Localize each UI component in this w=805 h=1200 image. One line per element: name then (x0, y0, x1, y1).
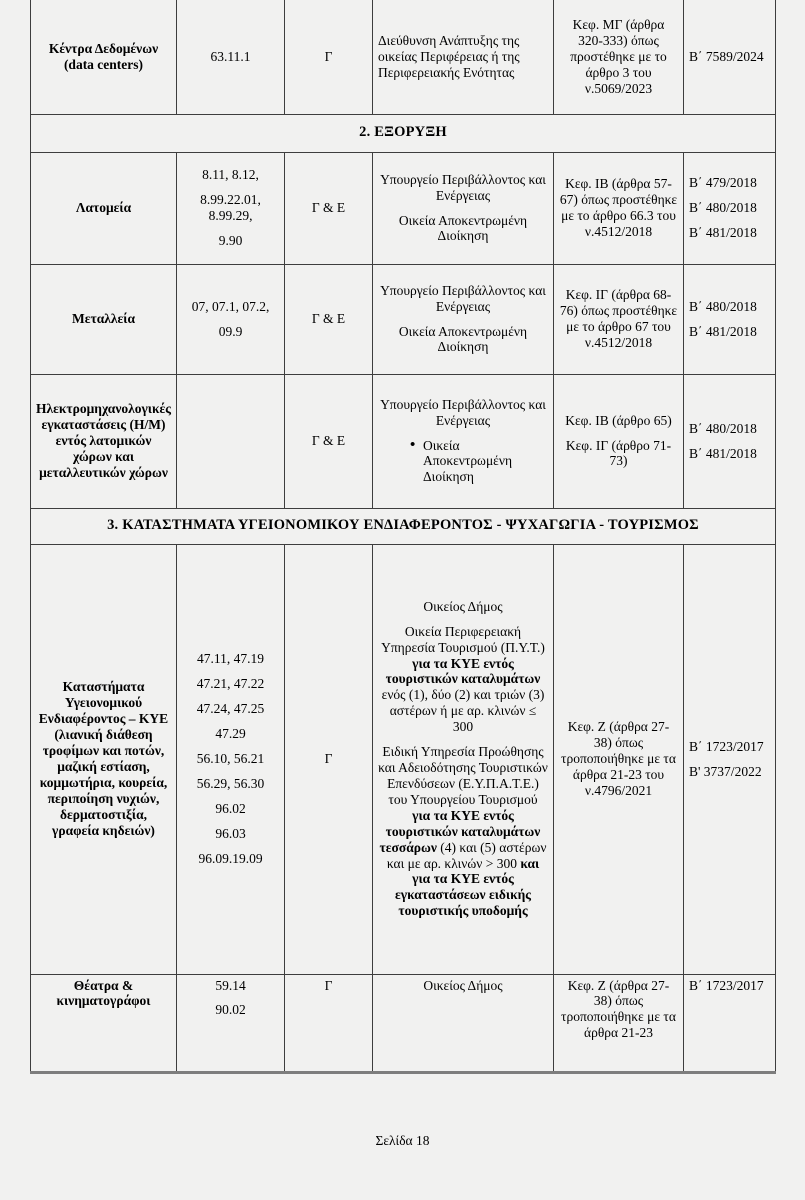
bullet-list-item: • Οικεία Αποκεντρωμένη Διοίκηση (410, 438, 548, 486)
section-row-section-2 (31, 114, 776, 152)
cell-paragraph: 07, 07.1, 07.2, (191, 298, 270, 314)
table-row-em-installations (31, 374, 776, 508)
cell-paragraph: Μεταλλεία (71, 311, 136, 327)
table-cell (554, 974, 684, 1072)
table-cell (554, 264, 684, 374)
table-cell (373, 152, 554, 264)
table-cell (373, 0, 554, 114)
cell-paragraph: Οικείος Δήμος (423, 598, 503, 614)
cell-paragraph: Υπουργείο Περιβάλλοντος και Ενέργειας (380, 396, 546, 428)
cell-paragraph: Κεφ. ΙΒ (άρθρα 57-67) όπως προστέθηκε με το άρθρο 66.3 του ν.4512/2018 (559, 176, 678, 239)
section-header-label: 2. ΕΞΟΡΥΞΗ (31, 114, 776, 152)
cell-paragraph: Κεφ. Ζ (άρθρα 27-38) όπως τροποποιήθηκε με τα άρθρα 21-23 (561, 977, 676, 1041)
cell-paragraph: 96.03 (215, 825, 246, 841)
cell-paragraph: Β΄ 480/2018 (689, 420, 757, 436)
cell-paragraph: Κεφ. ΙΓ (άρθρο 71-73) (565, 437, 672, 469)
table-cell (31, 0, 177, 114)
cell-paragraph: Κέντρα Δεδομένων (data centers) (48, 40, 159, 72)
table-cell (31, 374, 177, 508)
table-cell (177, 374, 285, 508)
cell-paragraph: Γ & Ε (311, 200, 346, 216)
table-cell (285, 152, 373, 264)
cell-paragraph: 96.02 (215, 800, 246, 816)
section-header-label: 3. ΚΑΤΑΣΤΗΜΑΤΑ ΥΓΕΙΟΝΟΜΙΚΟΥ ΕΝΔΙΑΦΕΡΟΝΤΟΣ - ΨΥΧΑΓΩΓΙΑ - ΤΟΥΡΙΣΜΟΣ (31, 508, 776, 544)
cell-paragraph: 47.24, 47.25 (196, 701, 265, 717)
table-cell (684, 0, 776, 114)
cell-paragraph: Β΄ 481/2018 (689, 445, 757, 461)
page-number: Σελίδα 18 (375, 1133, 430, 1148)
table-row-quarries (31, 152, 776, 264)
cell-paragraph: Κεφ. Ζ (άρθρα 27-38) όπως τροποποιήθηκε με τα άρθρα 21-23 του ν.4796/2021 (561, 719, 676, 798)
table-cell (684, 152, 776, 264)
table-cell (285, 374, 373, 508)
table-cell (31, 974, 177, 1072)
cell-paragraph: Κεφ. ΙΒ (άρθρο 65) (565, 412, 672, 428)
table-cell (177, 0, 285, 114)
cell-paragraph: 09.9 (218, 323, 243, 339)
cell-paragraph: Υπουργείο Περιβάλλοντος και Ενέργειας (380, 171, 546, 203)
cell-paragraph: 56.29, 56.30 (196, 775, 265, 791)
cell-paragraph: 56.10, 56.21 (196, 751, 265, 767)
table-cell (285, 974, 373, 1072)
table-row-data-centers (31, 0, 776, 114)
table-cell (554, 544, 684, 974)
table-cell (177, 152, 285, 264)
table-row-theaters-cinemas (31, 974, 776, 1072)
table-cell (373, 544, 554, 974)
cell-paragraph: Β΄ 7589/2024 (689, 48, 764, 64)
cell-paragraph: 47.21, 47.22 (196, 676, 265, 692)
cell-paragraph: Β΄ 1723/2017 (689, 738, 764, 754)
table-cell (177, 264, 285, 374)
table-cell (31, 152, 177, 264)
cell-paragraph: Οικεία Αποκεντρωμένη Διοίκηση (398, 323, 528, 355)
table-row-mines (31, 264, 776, 374)
cell-paragraph: Β' 3737/2022 (689, 763, 762, 779)
cell-paragraph: Οικείος Δήμος (423, 977, 503, 993)
cell-paragraph: Β΄ 481/2018 (689, 323, 757, 339)
table-cell (177, 974, 285, 1072)
table-cell (285, 0, 373, 114)
table-cell (554, 152, 684, 264)
cell-paragraph: Θέατρα & κινηματογράφοι (56, 977, 151, 1009)
table-row-kye (31, 544, 776, 974)
cell-paragraph: Ηλεκτρομηχανολογικές εγκαταστάσεις (Η/Μ) εντός λατομικών χώρων και μεταλλευτικών χώρων (36, 401, 171, 480)
cell-paragraph: Οικεία Αποκεντρωμένη Διοίκηση (398, 212, 528, 244)
cell-paragraph: Καταστήματα Υγειονομικού Ενδιαφέροντος – ΚΥΕ (λιανική διάθεση τροφίμων και ποτών, μαζική εστίαση, κομμωτήρια, κουρεία, περιποίηση νυχιών, δερματοστιξία, γραφεία κηδειών) (38, 679, 169, 838)
cell-paragraph: 8.11, 8.12, (202, 167, 259, 183)
cell-paragraph: Γ (324, 751, 333, 767)
cell-paragraph: Οικεία Περιφερειακή Υπηρεσία Τουρισμού (Π.Υ.Τ.) για τα ΚΥΕ εντός τουριστικών καταλυμάτων ενός (1), δύο (2) και τριών (3) αστέρων ή με αρ. κλινών ≤ 300 (381, 623, 545, 735)
cell-paragraph: Κεφ. ΜΓ (άρθρα 320-333) όπως προστέθηκε με το άρθρο 3 του ν.5069/2023 (570, 16, 667, 96)
cell-paragraph: Β΄ 480/2018 (689, 200, 757, 216)
cell-paragraph: 59.14 (215, 977, 246, 993)
table-cell (373, 974, 554, 1072)
table-cell (684, 974, 776, 1072)
cell-paragraph: 96.09.19.09 (198, 850, 263, 866)
section-row-section-3 (31, 508, 776, 544)
cell-paragraph: Ειδική Υπηρεσία Προώθησης και Αδειοδότησης Τουριστικών Επενδύσεων (Ε.Υ.Π.Α.Τ.Ε.) του Υπουργείου Τουρισμού για τα ΚΥΕ εντός τουριστικών καταλυμάτων τεσσάρων (4) και (5) αστέρων και με αρ. κλινών > 300 και για τα ΚΥΕ εντός εγκαταστάσεων ειδικής τουριστικής υποδομής (378, 744, 548, 919)
licensing-registry-table (30, 0, 776, 1074)
table-cell (31, 544, 177, 974)
cell-paragraph: 47.11, 47.19 (197, 651, 264, 667)
cell-paragraph: Γ & Ε (311, 311, 346, 327)
cell-paragraph: 90.02 (215, 1002, 246, 1018)
cell-paragraph: Υπουργείο Περιβάλλοντος και Ενέργειας (380, 282, 546, 314)
cell-paragraph: 47.29 (215, 726, 246, 742)
cell-paragraph: Γ (324, 48, 333, 64)
cell-paragraph: Λατομεία (75, 200, 132, 216)
cell-paragraph: Β΄ 1723/2017 (689, 977, 764, 993)
table-cell (31, 264, 177, 374)
cell-paragraph: Κεφ. ΙΓ (άρθρα 68-76) όπως προστέθηκε με το άρθρο 67 του ν.4512/2018 (559, 287, 678, 350)
cell-paragraph: 9.90 (218, 232, 243, 248)
table-cell (684, 264, 776, 374)
cell-paragraph: Γ (324, 977, 333, 993)
table-cell (684, 374, 776, 508)
cell-paragraph: Β΄ 480/2018 (689, 298, 757, 314)
cell-paragraph: Β΄ 479/2018 (689, 175, 757, 191)
cell-paragraph: Γ & Ε (311, 433, 346, 449)
table-cell (285, 264, 373, 374)
cell-paragraph: Διεύθυνση Ανάπτυξης της οικείας Περιφέρειας ή της Περιφερειακής Ενότητας (378, 32, 520, 80)
table-cell (373, 264, 554, 374)
cell-paragraph: Β΄ 481/2018 (689, 224, 757, 240)
table-cell (684, 544, 776, 974)
table-cell (554, 0, 684, 114)
cell-paragraph: 63.11.1 (210, 48, 251, 64)
cell-paragraph: 8.99.22.01, 8.99.29, (200, 192, 261, 223)
table-cell (373, 374, 554, 508)
table-cell (177, 544, 285, 974)
table-cell (285, 544, 373, 974)
table-cell (554, 374, 684, 508)
